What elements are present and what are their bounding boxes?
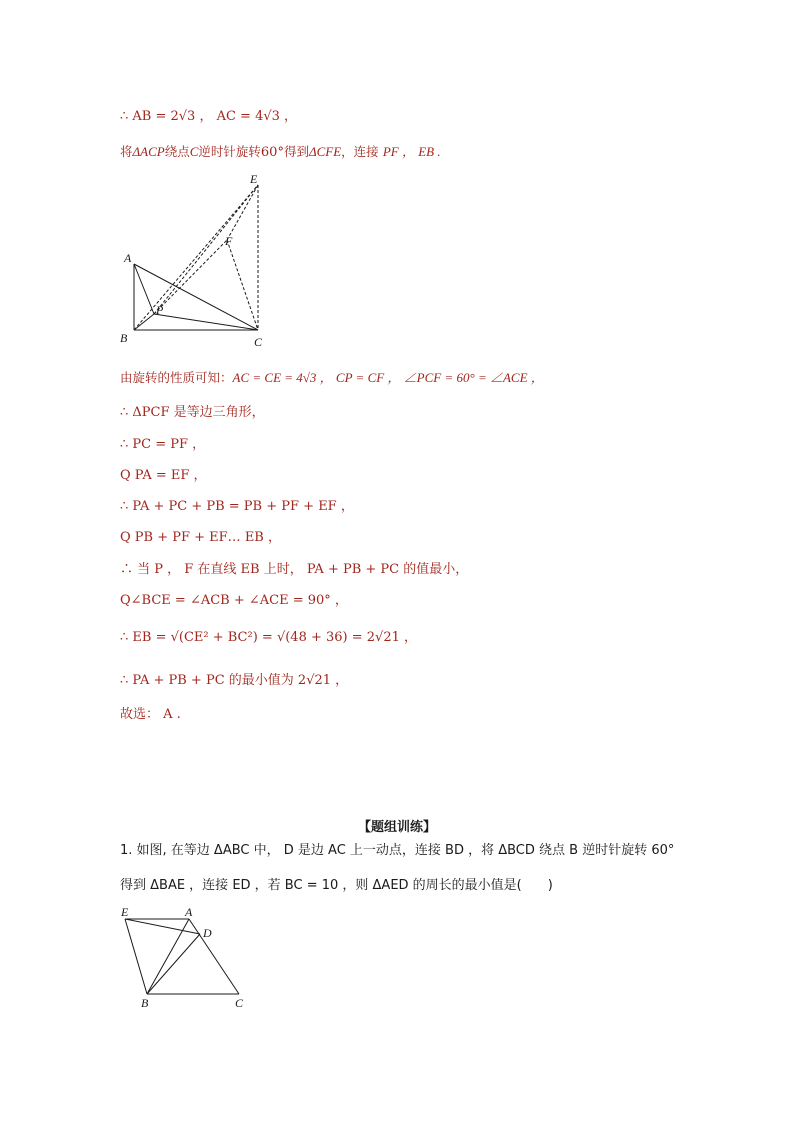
solution-line-11 bbox=[120, 629, 417, 647]
label-E: E bbox=[121, 905, 129, 919]
solution-line-9 bbox=[120, 561, 468, 579]
question-line-1: 1. 如图, 在等边 ΔABC 中， D 是边 AC 上一动点，连接 BD ，将 ΔBCD 绕点 B 逆时针旋转 60° bbox=[120, 843, 675, 858]
segment-AP bbox=[134, 264, 154, 314]
segment-BD bbox=[147, 934, 200, 994]
label-B: B bbox=[120, 331, 128, 345]
line2-part: C bbox=[189, 144, 199, 159]
line13-text: 故选： A . bbox=[120, 707, 181, 722]
line12-text: ∴ PA + PB + PC 的最小值为 2√21 ， bbox=[120, 673, 349, 688]
solution-line-3 bbox=[120, 369, 544, 388]
solution-line-1 bbox=[120, 108, 297, 126]
segment-FE bbox=[227, 185, 258, 240]
line2-part: PF ， EB . bbox=[382, 144, 441, 159]
label-C: C bbox=[254, 335, 263, 349]
line2-part: 得到 bbox=[283, 144, 309, 159]
label-A: A bbox=[185, 905, 193, 919]
segment-ED bbox=[125, 919, 200, 934]
label-B: B bbox=[141, 996, 149, 1010]
line7-text: ∴ PA + PC + PB = PB + PF + EF ， bbox=[120, 499, 354, 514]
line3-prefix: 由旋转的性质可知： bbox=[120, 370, 233, 385]
solution-line-5 bbox=[120, 436, 205, 454]
solution-line-2 bbox=[120, 143, 441, 162]
line11-text: ∴ EB = √(CE² + BC²) = √(48 + 36) = 2√21 ， bbox=[120, 630, 418, 645]
line8-text: Q PB + PF + EF… EB ， bbox=[120, 530, 281, 545]
line2-part: 60° bbox=[260, 145, 284, 160]
segment-PF bbox=[154, 240, 227, 314]
solution-line-12 bbox=[120, 672, 348, 690]
line2-part: 绕点 bbox=[164, 144, 190, 159]
line2-part: 逆时针旋转 bbox=[198, 144, 261, 159]
line2-part: ΔCFE bbox=[308, 144, 342, 159]
segment-BP bbox=[134, 314, 154, 330]
line6-text: Q PA = EF ， bbox=[120, 468, 207, 483]
line9-text: ∴ 当 P ， F 在直线 EB 上时， PA + PB + PC 的值最小， bbox=[120, 562, 469, 577]
solution-line-8 bbox=[120, 529, 281, 547]
figure-2-diagram bbox=[115, 903, 255, 1013]
segment-PE bbox=[154, 185, 258, 314]
question-line-2: 得到 ΔBAE ，连接 ED ，若 BC = 10 ，则 ΔAED 的周长的最小值是( ) bbox=[120, 878, 553, 893]
label-F: F bbox=[225, 234, 233, 248]
solution-line-13 bbox=[120, 706, 181, 724]
solution-line-4 bbox=[120, 404, 265, 422]
label-A: A bbox=[124, 251, 132, 265]
line2-part: ，连接 bbox=[341, 144, 379, 159]
segment-BE bbox=[134, 185, 258, 330]
label-P: P bbox=[156, 303, 164, 317]
figure-1-diagram bbox=[115, 168, 275, 353]
line10-text: Q∠BCE = ∠ACB + ∠ACE = 90° ， bbox=[120, 593, 348, 608]
solution-line-10 bbox=[120, 592, 348, 610]
line5-text: ∴ PC = PF ， bbox=[120, 437, 206, 452]
label-E: E bbox=[250, 172, 258, 186]
segment-AC bbox=[189, 919, 239, 994]
line2-part: 将 bbox=[120, 144, 133, 159]
label-D: D bbox=[203, 926, 212, 940]
line2-part: ΔACP bbox=[132, 144, 165, 159]
section-title: 【题组训练】 bbox=[357, 820, 436, 835]
line3-math: AC = CE = 4√3 ， CP = CF ， ∠PCF = 60° = ∠ACE ， bbox=[232, 370, 544, 385]
solution-line-6 bbox=[120, 467, 207, 485]
segment-EB bbox=[125, 919, 147, 994]
solution-line-7 bbox=[120, 498, 354, 516]
solution-line-1-text: ∴ AB = 2√3 ， AC = 4√3 ， bbox=[120, 109, 298, 124]
label-C: C bbox=[235, 996, 244, 1010]
line4-text: ∴ ΔPCF 是等边三角形， bbox=[120, 405, 265, 420]
